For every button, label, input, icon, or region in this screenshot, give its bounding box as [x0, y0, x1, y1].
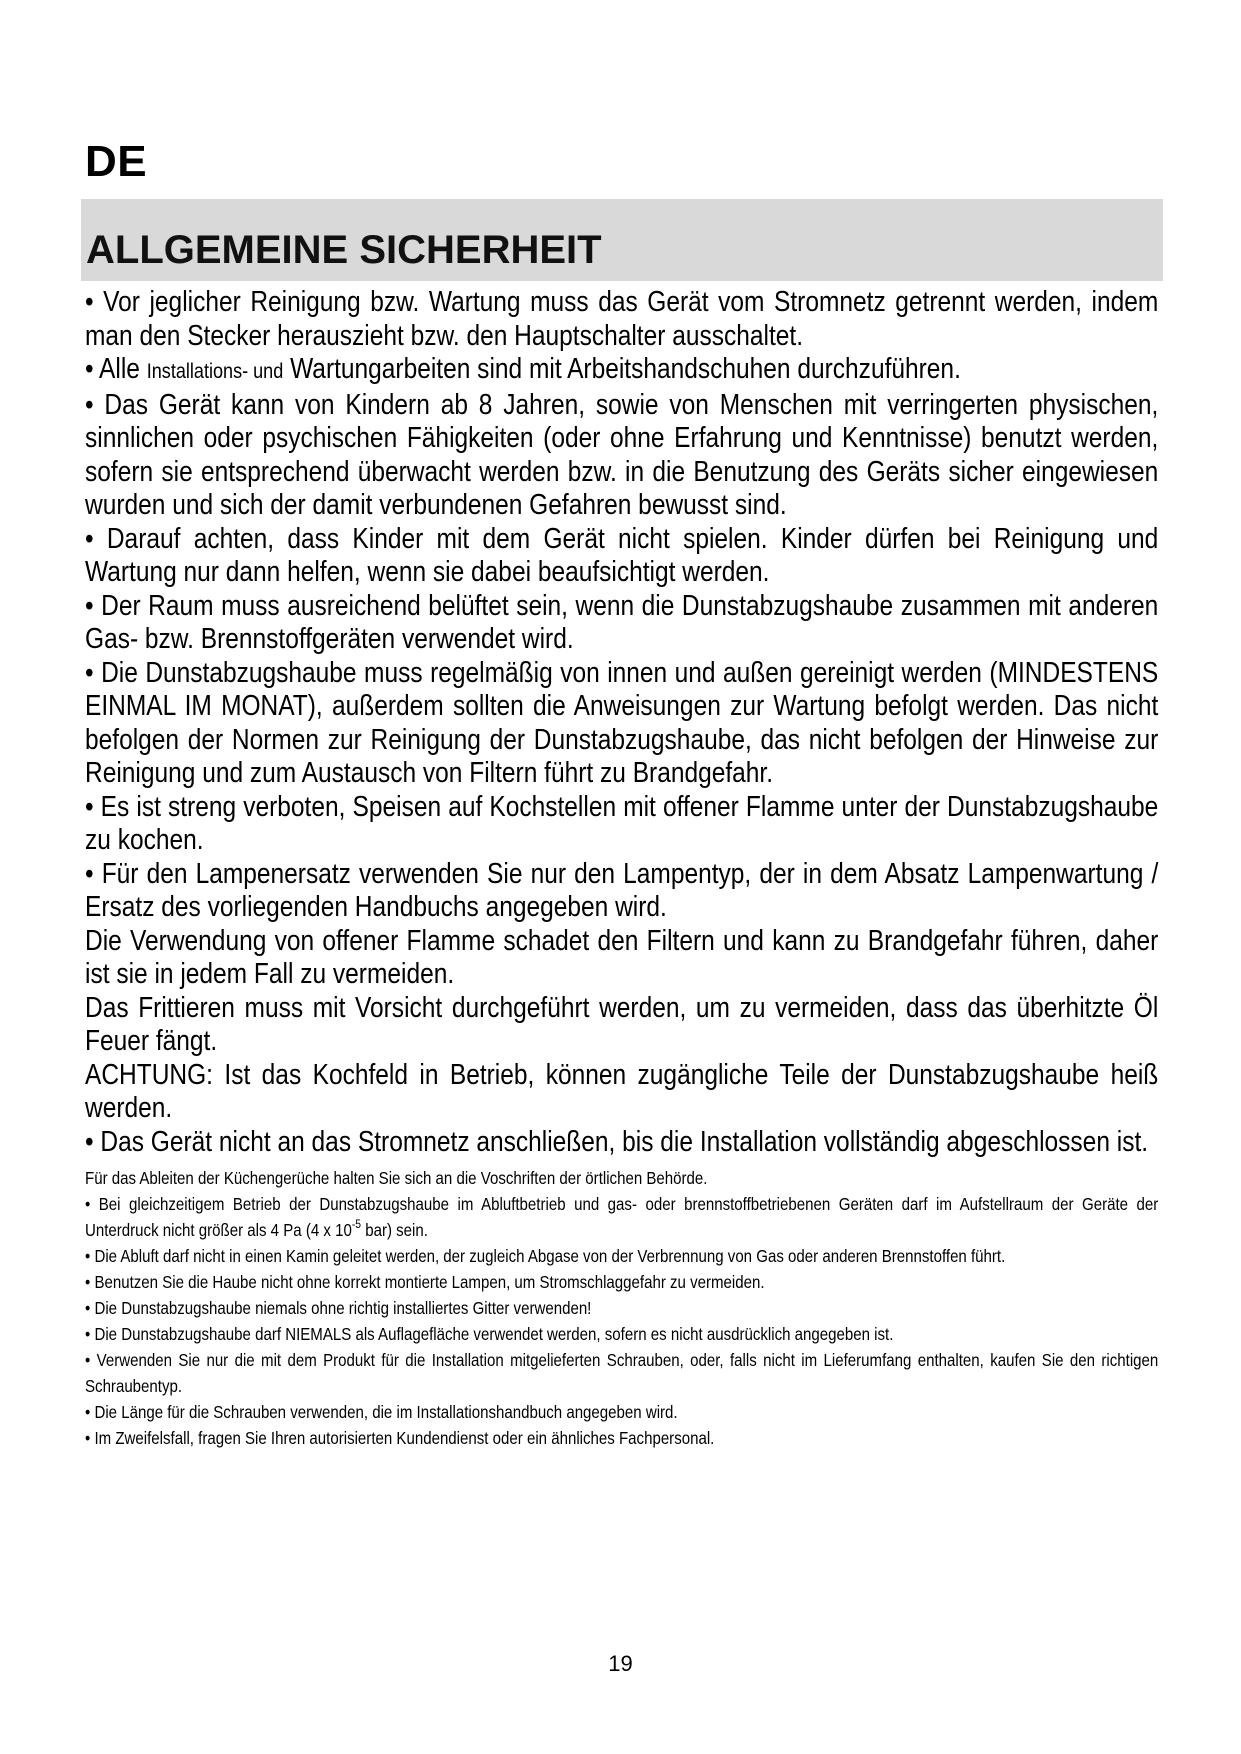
- paragraph: • Die Dunstabzugshaube muss regelmäßig von innen und außen gereinigt werden (MINDESTENS EINMAL IM MONAT), außerdem sollten die Anweisungen zur Wartung befolgt werden. Das nicht befolgen der Normen zur Reinigung der Dunstabzugshaube, das nicht befolgen der Hinweise zur Reinigung und zum Austausch von Filtern führt zu Brandgefahr.: [85, 656, 1159, 789]
- small-paragraph: • Im Zweifelsfall, fragen Sie Ihren autorisierten Kundendienst oder ein ähnliches Fachpersonal.: [85, 1428, 715, 1448]
- paragraph: • Alle Installations- und Wartungarbeiten sind mit Arbeitshandschuhen durchzuführen.: [85, 353, 961, 385]
- section-title: ALLGEMEINE SICHERHEIT: [86, 228, 602, 272]
- small-paragraph: Für das Ableiten der Küchengerüche halten Sie sich an die Voschriften der örtlichen Behörde.: [85, 1168, 708, 1188]
- main-safety-list: [85, 286, 1158, 1159]
- paragraph: • Für den Lampenersatz verwenden Sie nur den Lampentyp, der in dem Absatz Lampenwartung / Ersatz des vorliegenden Handbuchs angegeben wird.: [85, 857, 1159, 923]
- paragraph: • Das Gerät kann von Kindern ab 8 Jahren, sowie von Menschen mit verringerten physischen, sinnlichen oder psychischen Fähigkeiten (oder ohne Erfahrung und Kenntnisse) benutzt werden, sofern sie entsprechend überwacht werden bzw. in die Benutzung des Geräts sicher eingewiesen wurden und sich der damit verbundenen Gefahren bewusst sind.: [85, 388, 1159, 521]
- small-paragraph: • Die Abluft darf nicht in einen Kamin geleitet werden, der zugleich Abgase von der Verbrennung von Gas oder anderen Brennstoffen führt.: [85, 1246, 1006, 1266]
- paragraph: • Es ist streng verboten, Speisen auf Kochstellen mit offener Flamme unter der Dunstabzugshaube zu kochen.: [85, 790, 1159, 856]
- page-number: 19: [608, 1651, 633, 1676]
- language-code: DE: [85, 137, 148, 186]
- small-paragraph: • Die Dunstabzugshaube niemals ohne richtig installiertes Gitter verwenden!: [85, 1298, 592, 1318]
- paragraph: • Vor jeglicher Reinigung bzw. Wartung muss das Gerät vom Stromnetz getrennt werden, indem man den Stecker herauszieht bzw. den Hauptschalter ausschaltet.: [85, 286, 1159, 352]
- small-paragraph: • Bei gleichzeitigem Betrieb der Dunstabzugshaube im Abluftbetrieb und gas- oder brennstoffbetriebenen Geräten darf im Aufstellraum der Geräte der Unterdruck nicht größer als 4 Pa (4 x $10^{-5}$ bar) sein.: [85, 1194, 1159, 1240]
- paragraph: • Der Raum muss ausreichend belüftet sein, wenn die Dunstabzugshaube zusammen mit anderen Gas- bzw. Brennstoffgeräten verwendet wird.: [85, 589, 1159, 655]
- paragraph: ACHTUNG: Ist das Kochfeld in Betrieb, können zugängliche Teile der Dunstabzugshaube heiß werden.: [85, 1058, 1159, 1124]
- small-paragraph: • Benutzen Sie die Haube nicht ohne korrekt montierte Lampen, um Stromschlaggefahr zu vermeiden.: [85, 1272, 765, 1292]
- paragraph: Die Verwendung von offener Flamme schadet den Filtern und kann zu Brandgefahr führen, daher ist sie in jedem Fall zu vermeiden.: [85, 924, 1159, 990]
- additional-safety-list: [85, 1165, 1158, 1451]
- safety-text: [85, 286, 1158, 1451]
- small-paragraph: • Die Dunstabzugshaube darf NIEMALS als Auflagefläche verwendet werden, sofern es nicht ausdrücklich angegeben ist.: [85, 1324, 894, 1344]
- small-paragraph: • Die Länge für die Schrauben verwenden, die im Installationshandbuch angegeben wird.: [85, 1402, 678, 1422]
- paragraph: • Darauf achten, dass Kinder mit dem Gerät nicht spielen. Kinder dürfen bei Reinigung und Wartung nur dann helfen, wenn sie dabei beaufsichtigt werden.: [85, 522, 1159, 588]
- paragraph: Das Frittieren muss mit Vorsicht durchgeführt werden, um zu vermeiden, dass das überhitzte Öl Feuer fängt.: [85, 991, 1159, 1057]
- paragraph: • Das Gerät nicht an das Stromnetz anschließen, bis die Installation vollständig abgeschlossen ist.: [85, 1125, 1149, 1158]
- small-paragraph: • Verwenden Sie nur die mit dem Produkt für die Installation mitgelieferten Schrauben, oder, falls nicht im Lieferumfang enthalten, kaufen Sie den richtigen Schraubentyp.: [85, 1350, 1159, 1396]
